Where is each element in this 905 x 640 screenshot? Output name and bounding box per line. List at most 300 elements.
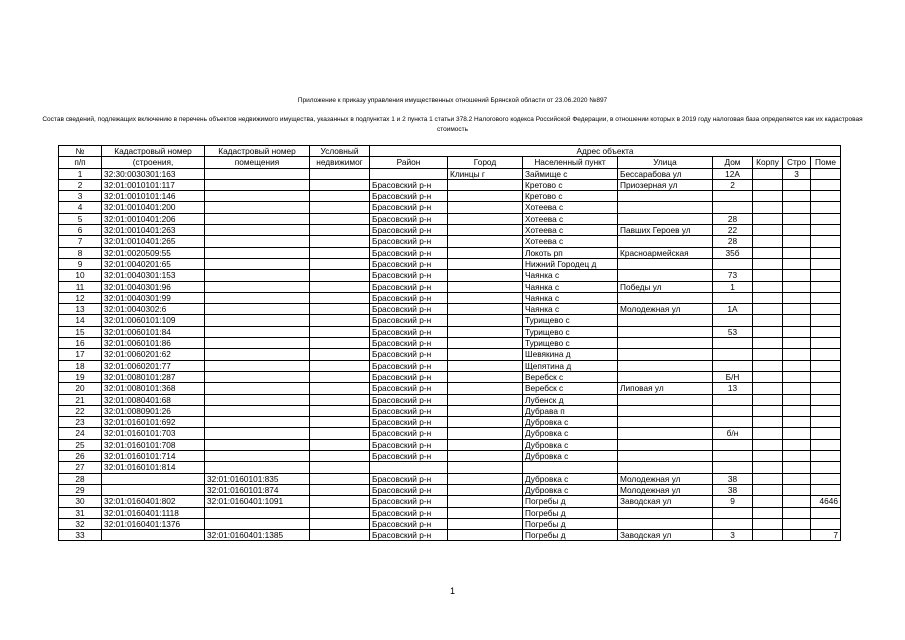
cell-conditional: [310, 451, 370, 462]
cell-cadastral-room: [205, 281, 310, 292]
cell-district: Брасовский р-н: [370, 213, 448, 224]
cell-district: Брасовский р-н: [370, 202, 448, 213]
cell-number: 13: [59, 304, 102, 315]
col-building-header: Стро: [783, 157, 811, 168]
cell-cadastral-building: [102, 473, 205, 484]
cell-locality: Погребы д: [523, 496, 618, 507]
cell-number: 14: [59, 315, 102, 326]
cell-conditional: [310, 371, 370, 382]
table-row: [59, 349, 841, 360]
cell-cadastral-building: 32:01:0010101:117: [102, 179, 205, 190]
cell-district: Брасовский р-н: [370, 304, 448, 315]
cell-cadastral-room: [205, 247, 310, 258]
cell-house: 3: [713, 530, 753, 541]
cell-building: [783, 191, 811, 202]
cell-cadastral-room: [205, 315, 310, 326]
cell-building: [783, 518, 811, 529]
cell-building: [783, 258, 811, 269]
cell-building: [783, 202, 811, 213]
cell-district: Брасовский р-н: [370, 417, 448, 428]
cell-cadastral-building: 32:01:0160401:1118: [102, 507, 205, 518]
cell-district: Брасовский р-н: [370, 225, 448, 236]
cell-locality: Погребы д: [523, 530, 618, 541]
cell-locality: Дубровка с: [523, 417, 618, 428]
cell-cadastral-building: 32:01:0040201:65: [102, 258, 205, 269]
cell-locality: Турищево с: [523, 326, 618, 337]
cell-conditional: [310, 281, 370, 292]
cell-city: [448, 292, 523, 303]
col-cadastral-building-subheader: (строения,: [102, 157, 205, 168]
cell-cadastral-building: 32:01:0010401:200: [102, 202, 205, 213]
cell-conditional: [310, 462, 370, 473]
cell-street: [618, 213, 713, 224]
cell-cadastral-room: [205, 213, 310, 224]
table-row: [59, 247, 841, 258]
cell-district: Брасовский р-н: [370, 439, 448, 450]
cell-city: [448, 213, 523, 224]
cell-locality: Турищево с: [523, 315, 618, 326]
cell-cadastral-building: 32:01:0010401:265: [102, 236, 205, 247]
cell-street: [618, 451, 713, 462]
cell-city: [448, 179, 523, 190]
cell-street: [618, 191, 713, 202]
cell-street: Бессарабова ул: [618, 168, 713, 179]
cell-building: [783, 236, 811, 247]
cell-number: 9: [59, 258, 102, 269]
cell-korpus: [753, 281, 783, 292]
cell-cadastral-building: 32:01:0160401:1376: [102, 518, 205, 529]
table-row: [59, 202, 841, 213]
cell-conditional: [310, 417, 370, 428]
cell-conditional: [310, 507, 370, 518]
cell-korpus: [753, 383, 783, 394]
cell-conditional: [310, 258, 370, 269]
cell-cadastral-building: 32:01:0080101:368: [102, 383, 205, 394]
cell-district: Брасовский р-н: [370, 315, 448, 326]
cell-street: [618, 518, 713, 529]
cell-building: [783, 473, 811, 484]
cell-locality: Погребы д: [523, 518, 618, 529]
cell-number: 33: [59, 530, 102, 541]
cell-street: Победы ул: [618, 281, 713, 292]
cell-cadastral-room: 32:01:0160101:874: [205, 484, 310, 495]
cell-cadastral-building: 32:01:0160101:814: [102, 462, 205, 473]
table-row: [59, 338, 841, 349]
cell-conditional: [310, 530, 370, 541]
document-description: Состав сведений, подлежащих включению в перечень объектов недвижимого имущества, указанных в подпунктах 1 и 2 пункта 1 статьи 378.2 Налогового кодекса Российской Федерации, в отношении которых в 2019 году налоговая база определяется как их кадастровая стоимость: [42, 116, 863, 133]
cell-korpus: [753, 417, 783, 428]
cell-conditional: [310, 304, 370, 315]
cell-number: 16: [59, 338, 102, 349]
cell-room: [811, 315, 841, 326]
col-cadastral-room-header: Кадастровый номер: [205, 146, 310, 157]
cell-cadastral-room: [205, 451, 310, 462]
cell-building: [783, 451, 811, 462]
col-korpus-header: Корпу: [753, 157, 783, 168]
cell-city: [448, 338, 523, 349]
cell-number: 15: [59, 326, 102, 337]
cell-room: [811, 473, 841, 484]
cell-cadastral-building: 32:01:0160401:802: [102, 496, 205, 507]
cell-korpus: [753, 191, 783, 202]
cell-conditional: [310, 270, 370, 281]
cell-district: Брасовский р-н: [370, 383, 448, 394]
cell-district: Брасовский р-н: [370, 484, 448, 495]
cell-city: [448, 225, 523, 236]
cell-room: [811, 304, 841, 315]
cell-cadastral-room: [205, 439, 310, 450]
cell-conditional: [310, 383, 370, 394]
cell-street: [618, 439, 713, 450]
cell-korpus: [753, 258, 783, 269]
cell-house: [713, 202, 753, 213]
cell-building: [783, 428, 811, 439]
cell-conditional: [310, 428, 370, 439]
cell-cadastral-room: [205, 417, 310, 428]
cell-cadastral-room: [205, 202, 310, 213]
cell-number: 10: [59, 270, 102, 281]
cell-district: Брасовский р-н: [370, 428, 448, 439]
cell-locality: Кретово с: [523, 179, 618, 190]
cell-korpus: [753, 439, 783, 450]
cell-building: [783, 360, 811, 371]
cell-locality: Дубрава п: [523, 405, 618, 416]
cell-locality: Щепятина д: [523, 360, 618, 371]
cell-conditional: [310, 338, 370, 349]
cell-cadastral-building: 32:01:0160101:692: [102, 417, 205, 428]
cell-locality: Веребск с: [523, 371, 618, 382]
cell-room: [811, 349, 841, 360]
cell-street: [618, 270, 713, 281]
cell-house: [713, 405, 753, 416]
col-conditional-header: Условный: [310, 146, 370, 157]
cell-room: [811, 179, 841, 190]
cell-city: [448, 371, 523, 382]
cell-room: [811, 247, 841, 258]
cell-city: [448, 451, 523, 462]
cell-house: 12А: [713, 168, 753, 179]
cell-house: [713, 507, 753, 518]
table-row: [59, 496, 841, 507]
cell-cadastral-room: [205, 371, 310, 382]
cell-street: [618, 371, 713, 382]
cell-korpus: [753, 349, 783, 360]
appendix-title: Приложение к приказу управления имущественных отношений Брянской области от 23.06.2020 №897: [297, 97, 608, 104]
cell-house: 1А: [713, 304, 753, 315]
cell-locality: Хотеева с: [523, 225, 618, 236]
cell-street: [618, 405, 713, 416]
cell-korpus: [753, 473, 783, 484]
table-row: [59, 428, 841, 439]
cell-building: [783, 326, 811, 337]
cell-cadastral-building: 32:01:0160101:708: [102, 439, 205, 450]
cell-house: 28: [713, 236, 753, 247]
cell-conditional: [310, 349, 370, 360]
cell-number: 17: [59, 349, 102, 360]
cell-room: [811, 462, 841, 473]
cell-city: [448, 191, 523, 202]
cell-number: 23: [59, 417, 102, 428]
cell-conditional: [310, 247, 370, 258]
col-district-header: Район: [370, 157, 448, 168]
cell-city: [448, 518, 523, 529]
cell-city: [448, 417, 523, 428]
cell-city: [448, 507, 523, 518]
cell-cadastral-building: 32:01:0060101:109: [102, 315, 205, 326]
cell-room: [811, 428, 841, 439]
col-conditional-subheader: недвижимог: [310, 157, 370, 168]
cell-district: Брасовский р-н: [370, 405, 448, 416]
table-row: [59, 179, 841, 190]
cell-city: [448, 383, 523, 394]
table-row: [59, 191, 841, 202]
cell-number: 2: [59, 179, 102, 190]
cell-city: [448, 270, 523, 281]
cell-district: Брасовский р-н: [370, 338, 448, 349]
cell-street: Павших Героев ул: [618, 225, 713, 236]
cell-cadastral-room: [205, 383, 310, 394]
cell-conditional: [310, 360, 370, 371]
cell-house: 9: [713, 496, 753, 507]
cell-cadastral-building: 32:01:0010401:263: [102, 225, 205, 236]
cell-district: Брасовский р-н: [370, 349, 448, 360]
cell-street: [618, 236, 713, 247]
cell-locality: Дубровка с: [523, 484, 618, 495]
cell-room: [811, 360, 841, 371]
cell-house: 28: [713, 213, 753, 224]
cell-cadastral-building: 32:01:0060201:62: [102, 349, 205, 360]
cell-cadastral-building: 32:30:0030301:163: [102, 168, 205, 179]
cell-korpus: [753, 326, 783, 337]
col-number-subheader: п/п: [59, 157, 102, 168]
cell-house: [713, 417, 753, 428]
cell-cadastral-room: [205, 225, 310, 236]
cell-cadastral-room: [205, 518, 310, 529]
cell-house: [713, 338, 753, 349]
cell-building: [783, 292, 811, 303]
cell-cadastral-room: [205, 292, 310, 303]
cell-house: [713, 349, 753, 360]
cell-cadastral-room: [205, 304, 310, 315]
page-number: 1: [449, 586, 455, 596]
cell-house: [713, 315, 753, 326]
cell-number: 26: [59, 451, 102, 462]
cell-cadastral-building: [102, 484, 205, 495]
cell-street: Молодежная ул: [618, 484, 713, 495]
cell-cadastral-building: 32:01:0010101:146: [102, 191, 205, 202]
cell-city: [448, 530, 523, 541]
cell-cadastral-building: 32:01:0060201:77: [102, 360, 205, 371]
cell-korpus: [753, 315, 783, 326]
cell-house: 35б: [713, 247, 753, 258]
table-row: [59, 315, 841, 326]
table-row: [59, 225, 841, 236]
cell-building: [783, 530, 811, 541]
cell-house: [713, 258, 753, 269]
cell-building: [783, 349, 811, 360]
cell-district: Брасовский р-н: [370, 507, 448, 518]
cell-conditional: [310, 213, 370, 224]
table-row: [59, 258, 841, 269]
cell-building: [783, 496, 811, 507]
cell-house: [713, 191, 753, 202]
col-cadastral-room-subheader: помещения: [205, 157, 310, 168]
cell-number: 21: [59, 394, 102, 405]
cell-cadastral-building: [102, 530, 205, 541]
cell-number: 18: [59, 360, 102, 371]
cell-korpus: [753, 338, 783, 349]
col-locality-header: Населенный пункт: [523, 157, 618, 168]
cell-room: [811, 394, 841, 405]
cell-cadastral-room: [205, 349, 310, 360]
cell-house: 38: [713, 484, 753, 495]
cell-conditional: [310, 236, 370, 247]
cell-number: 30: [59, 496, 102, 507]
table-row: [59, 236, 841, 247]
cell-locality: Веребск с: [523, 383, 618, 394]
cell-district: [370, 462, 448, 473]
cell-district: Брасовский р-н: [370, 236, 448, 247]
cell-district: Брасовский р-н: [370, 258, 448, 269]
cell-district: Брасовский р-н: [370, 394, 448, 405]
cell-conditional: [310, 439, 370, 450]
table-row: [59, 394, 841, 405]
cell-city: [448, 462, 523, 473]
cell-cadastral-building: 32:01:0010401:206: [102, 213, 205, 224]
cell-korpus: [753, 394, 783, 405]
col-cadastral-building-header: Кадастровый номер: [102, 146, 205, 157]
cell-cadastral-room: [205, 428, 310, 439]
table-row: [59, 462, 841, 473]
cell-cadastral-room: [205, 507, 310, 518]
cell-city: [448, 202, 523, 213]
cell-korpus: [753, 484, 783, 495]
cell-number: 3: [59, 191, 102, 202]
cell-number: 31: [59, 507, 102, 518]
cell-conditional: [310, 496, 370, 507]
cell-cadastral-building: 32:01:0080901:26: [102, 405, 205, 416]
cell-building: [783, 247, 811, 258]
cell-district: Брасовский р-н: [370, 473, 448, 484]
cell-room: [811, 213, 841, 224]
cell-cadastral-room: [205, 236, 310, 247]
cell-locality: Локоть рп: [523, 247, 618, 258]
cell-city: [448, 258, 523, 269]
property-table: [58, 145, 841, 541]
cell-number: 6: [59, 225, 102, 236]
cell-house: б/н: [713, 428, 753, 439]
cell-room: [811, 168, 841, 179]
cell-city: [448, 473, 523, 484]
cell-room: [811, 202, 841, 213]
cell-house: [713, 518, 753, 529]
cell-district: Брасовский р-н: [370, 530, 448, 541]
cell-korpus: [753, 428, 783, 439]
cell-house: 38: [713, 473, 753, 484]
table-row: [59, 383, 841, 394]
cell-conditional: [310, 191, 370, 202]
cell-district: Брасовский р-н: [370, 292, 448, 303]
cell-district: Брасовский р-н: [370, 179, 448, 190]
cell-house: [713, 451, 753, 462]
cell-building: [783, 281, 811, 292]
cell-street: [618, 258, 713, 269]
cell-cadastral-room: 32:01:0160401:1385: [205, 530, 310, 541]
cell-locality: Дубровка с: [523, 428, 618, 439]
cell-house: [713, 439, 753, 450]
cell-korpus: [753, 451, 783, 462]
cell-city: [448, 349, 523, 360]
cell-number: 29: [59, 484, 102, 495]
cell-number: 4: [59, 202, 102, 213]
cell-cadastral-room: [205, 168, 310, 179]
cell-street: [618, 349, 713, 360]
cell-street: Молодежная ул: [618, 473, 713, 484]
cell-conditional: [310, 168, 370, 179]
cell-locality: Хотеева с: [523, 202, 618, 213]
cell-district: [370, 168, 448, 179]
cell-cadastral-room: [205, 394, 310, 405]
cell-conditional: [310, 394, 370, 405]
cell-conditional: [310, 473, 370, 484]
table-row: [59, 371, 841, 382]
cell-building: [783, 462, 811, 473]
cell-locality: Дубровка с: [523, 473, 618, 484]
cell-building: [783, 213, 811, 224]
cell-cadastral-building: 32:01:0040301:153: [102, 270, 205, 281]
cell-locality: Чаянка с: [523, 304, 618, 315]
cell-locality: Дубровка с: [523, 439, 618, 450]
cell-number: 28: [59, 473, 102, 484]
cell-street: [618, 462, 713, 473]
cell-house: [713, 462, 753, 473]
cell-korpus: [753, 292, 783, 303]
cell-building: 3: [783, 168, 811, 179]
cell-cadastral-room: [205, 191, 310, 202]
cell-conditional: [310, 326, 370, 337]
address-group-header: Адрес объекта: [370, 146, 841, 157]
cell-city: [448, 394, 523, 405]
table-row: [59, 405, 841, 416]
cell-house: 2: [713, 179, 753, 190]
cell-korpus: [753, 213, 783, 224]
cell-cadastral-building: 32:01:0040302:6: [102, 304, 205, 315]
table-row: [59, 473, 841, 484]
cell-street: [618, 507, 713, 518]
cell-conditional: [310, 202, 370, 213]
cell-house: 73: [713, 270, 753, 281]
table-row: [59, 518, 841, 529]
cell-korpus: [753, 236, 783, 247]
cell-building: [783, 371, 811, 382]
cell-room: [811, 405, 841, 416]
table-row: [59, 304, 841, 315]
cell-cadastral-room: [205, 270, 310, 281]
cell-street: [618, 292, 713, 303]
cell-city: [448, 496, 523, 507]
cell-korpus: [753, 202, 783, 213]
cell-cadastral-building: 32:01:0080101:287: [102, 371, 205, 382]
cell-street: Красноармейская: [618, 247, 713, 258]
cell-street: [618, 315, 713, 326]
cell-street: Заводская ул: [618, 530, 713, 541]
cell-number: 5: [59, 213, 102, 224]
cell-room: [811, 270, 841, 281]
cell-cadastral-building: 32:01:0060101:86: [102, 338, 205, 349]
cell-city: [448, 439, 523, 450]
cell-street: [618, 360, 713, 371]
cell-cadastral-room: [205, 360, 310, 371]
